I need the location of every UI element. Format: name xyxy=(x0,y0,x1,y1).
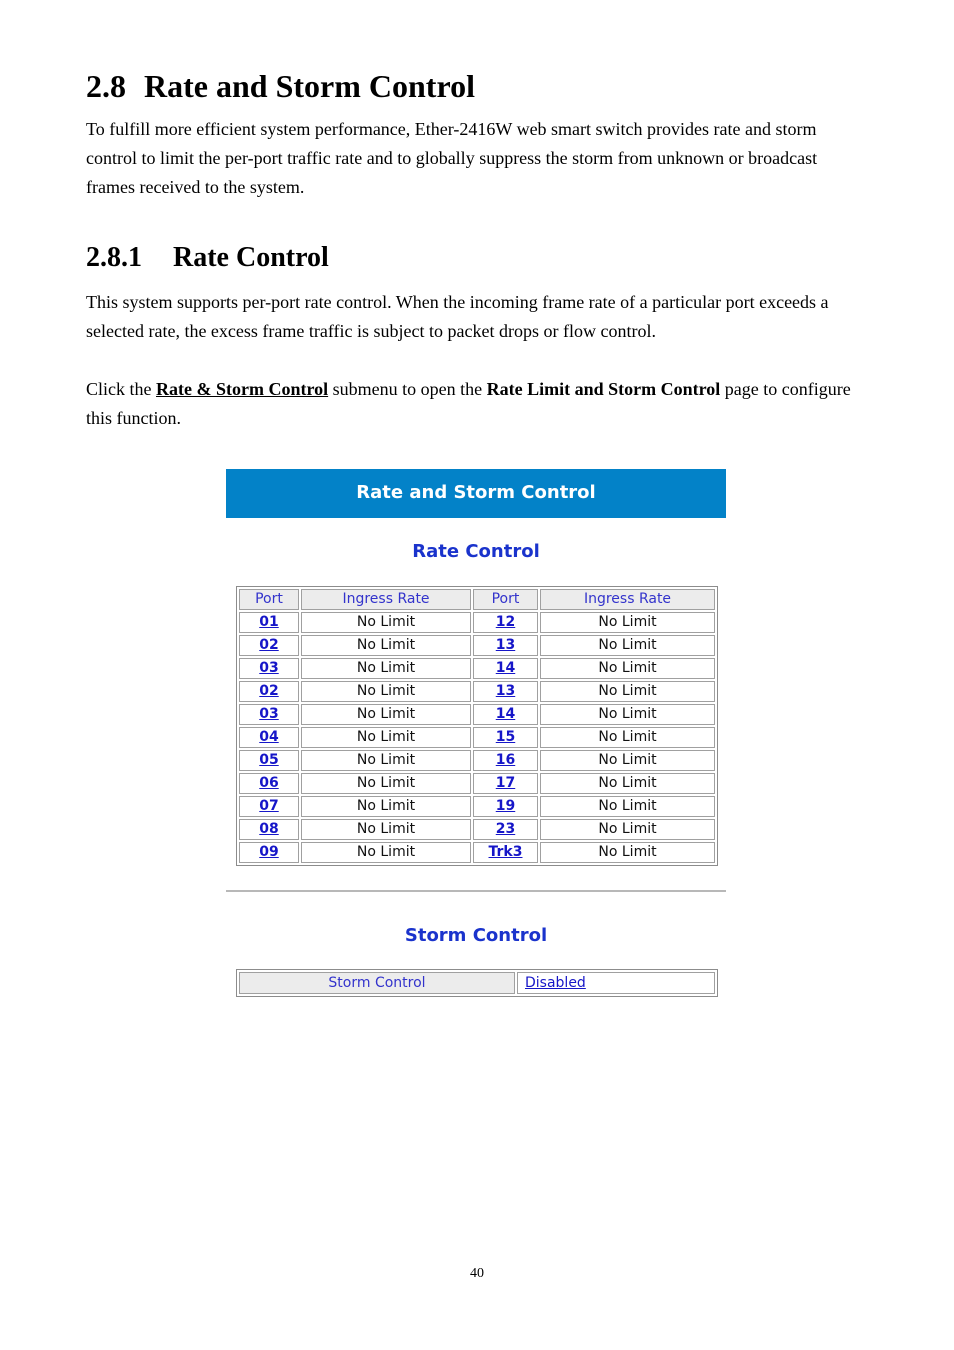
ingress-rate-value: No Limit xyxy=(540,658,715,679)
intro-paragraph: To fulfill more efficient system performance, Ether-2416W web smart switch provides rate and storm control to limit the per-port traffic rate and to globally suppress the storm from unknown or broadcast frames received to the system. xyxy=(86,119,818,197)
col-header-port: Port xyxy=(473,589,538,610)
ingress-rate-value: No Limit xyxy=(540,681,715,702)
port-cell xyxy=(473,635,538,656)
port-cell xyxy=(473,842,538,863)
ingress-rate-value: No Limit xyxy=(301,681,471,702)
section-divider xyxy=(226,890,726,892)
ingress-rate-value: No Limit xyxy=(540,796,715,817)
rate-control-table xyxy=(236,586,718,866)
port-cell xyxy=(239,612,299,633)
port-cell xyxy=(473,704,538,725)
port-cell xyxy=(473,750,538,771)
port-cell xyxy=(239,750,299,771)
ingress-rate-value: No Limit xyxy=(301,750,471,771)
section-title: Rate and Storm Control xyxy=(144,68,475,104)
port-cell xyxy=(239,773,299,794)
port-link[interactable]: 13 xyxy=(495,683,516,699)
port-cell xyxy=(239,819,299,840)
ingress-rate-value: No Limit xyxy=(540,612,715,633)
port-link[interactable]: 08 xyxy=(259,821,279,837)
rate-control-title: Rate Control xyxy=(412,541,540,562)
click-text-post: page to configure this function. xyxy=(86,379,851,428)
table-row xyxy=(239,681,715,702)
page-banner: Rate and Storm Control xyxy=(226,469,726,518)
subsection-title: Rate Control xyxy=(173,242,329,273)
ingress-rate-value: No Limit xyxy=(301,612,471,633)
port-link[interactable]: 16 xyxy=(495,752,516,768)
ingress-rate-value: No Limit xyxy=(540,704,715,725)
port-cell xyxy=(239,727,299,748)
table-header-row xyxy=(239,589,715,610)
click-text-pre: Click the xyxy=(86,379,156,399)
ingress-rate-value: No Limit xyxy=(301,819,471,840)
rate-paragraph: This system supports per-port rate control. When the incoming frame rate of a particular port exceeds a selected rate, the excess frame traffic is subject to packet drops or flow control. xyxy=(86,292,829,341)
port-cell xyxy=(239,796,299,817)
port-link[interactable]: 04 xyxy=(259,729,279,745)
table-row xyxy=(239,612,715,633)
port-link[interactable]: 06 xyxy=(259,775,279,791)
ingress-rate-value: No Limit xyxy=(301,773,471,794)
port-cell xyxy=(239,681,299,702)
port-link[interactable]: 14 xyxy=(495,660,516,676)
port-link[interactable]: 14 xyxy=(495,706,516,722)
ingress-rate-value: No Limit xyxy=(301,635,471,656)
table-row xyxy=(239,842,715,863)
storm-control-status-link[interactable]: Disabled xyxy=(525,975,586,991)
col-header-ingress-rate: Ingress Rate xyxy=(540,589,715,610)
port-cell xyxy=(473,727,538,748)
port-cell xyxy=(239,842,299,863)
table-row xyxy=(239,727,715,748)
click-paragraph xyxy=(86,375,856,433)
ingress-rate-value: No Limit xyxy=(540,842,715,863)
port-link[interactable]: 13 xyxy=(495,637,516,653)
port-link[interactable]: 23 xyxy=(495,821,516,837)
click-text-mid: submenu to open the xyxy=(328,379,487,399)
page-name: Rate Limit and Storm Control xyxy=(486,379,721,399)
storm-control-label: Storm Control xyxy=(239,972,515,994)
subsection-heading xyxy=(86,238,329,278)
ingress-rate-value: No Limit xyxy=(301,796,471,817)
table-row xyxy=(239,972,715,994)
subsection-number: 2.8.1 xyxy=(86,242,142,273)
port-link[interactable]: 12 xyxy=(495,614,516,630)
table-row xyxy=(239,750,715,771)
port-link[interactable]: 03 xyxy=(259,660,279,676)
port-cell xyxy=(239,704,299,725)
col-header-port: Port xyxy=(239,589,299,610)
port-cell xyxy=(473,658,538,679)
table-row xyxy=(239,819,715,840)
page-number: 40 xyxy=(470,1266,484,1281)
rate-storm-control-link[interactable]: Rate & Storm Control xyxy=(156,379,329,399)
port-link[interactable]: 01 xyxy=(259,614,279,630)
table-row xyxy=(239,658,715,679)
table-row xyxy=(239,796,715,817)
storm-control-value-cell xyxy=(517,972,715,994)
port-cell xyxy=(239,658,299,679)
section-number: 2.8 xyxy=(86,68,126,104)
ingress-rate-value: No Limit xyxy=(540,635,715,656)
ingress-rate-value: No Limit xyxy=(540,819,715,840)
section-heading xyxy=(86,64,475,108)
port-cell xyxy=(473,796,538,817)
ingress-rate-value: No Limit xyxy=(301,658,471,679)
port-cell xyxy=(473,612,538,633)
ingress-rate-value: No Limit xyxy=(540,727,715,748)
port-cell xyxy=(473,819,538,840)
table-row xyxy=(239,773,715,794)
port-link[interactable]: 05 xyxy=(259,752,279,768)
port-link[interactable]: 15 xyxy=(495,729,516,745)
storm-control-table xyxy=(236,969,718,997)
port-cell xyxy=(239,635,299,656)
table-row xyxy=(239,635,715,656)
ingress-rate-value: No Limit xyxy=(540,773,715,794)
ingress-rate-value: No Limit xyxy=(301,727,471,748)
port-link[interactable]: 17 xyxy=(495,775,516,791)
table-row xyxy=(239,704,715,725)
ingress-rate-value: No Limit xyxy=(301,704,471,725)
port-link[interactable]: Trk3 xyxy=(488,844,523,860)
port-link[interactable]: 07 xyxy=(259,798,279,814)
port-link[interactable]: 09 xyxy=(259,844,279,860)
port-link[interactable]: 02 xyxy=(259,683,279,699)
port-link[interactable]: 19 xyxy=(495,798,516,814)
ingress-rate-value: No Limit xyxy=(540,750,715,771)
port-cell xyxy=(473,773,538,794)
rate-storm-screenshot xyxy=(226,469,726,991)
port-cell xyxy=(473,681,538,702)
port-link[interactable]: 02 xyxy=(259,637,279,653)
storm-control-title: Storm Control xyxy=(404,925,548,946)
port-link[interactable]: 03 xyxy=(259,706,279,722)
col-header-ingress-rate: Ingress Rate xyxy=(301,589,471,610)
ingress-rate-value: No Limit xyxy=(301,842,471,863)
